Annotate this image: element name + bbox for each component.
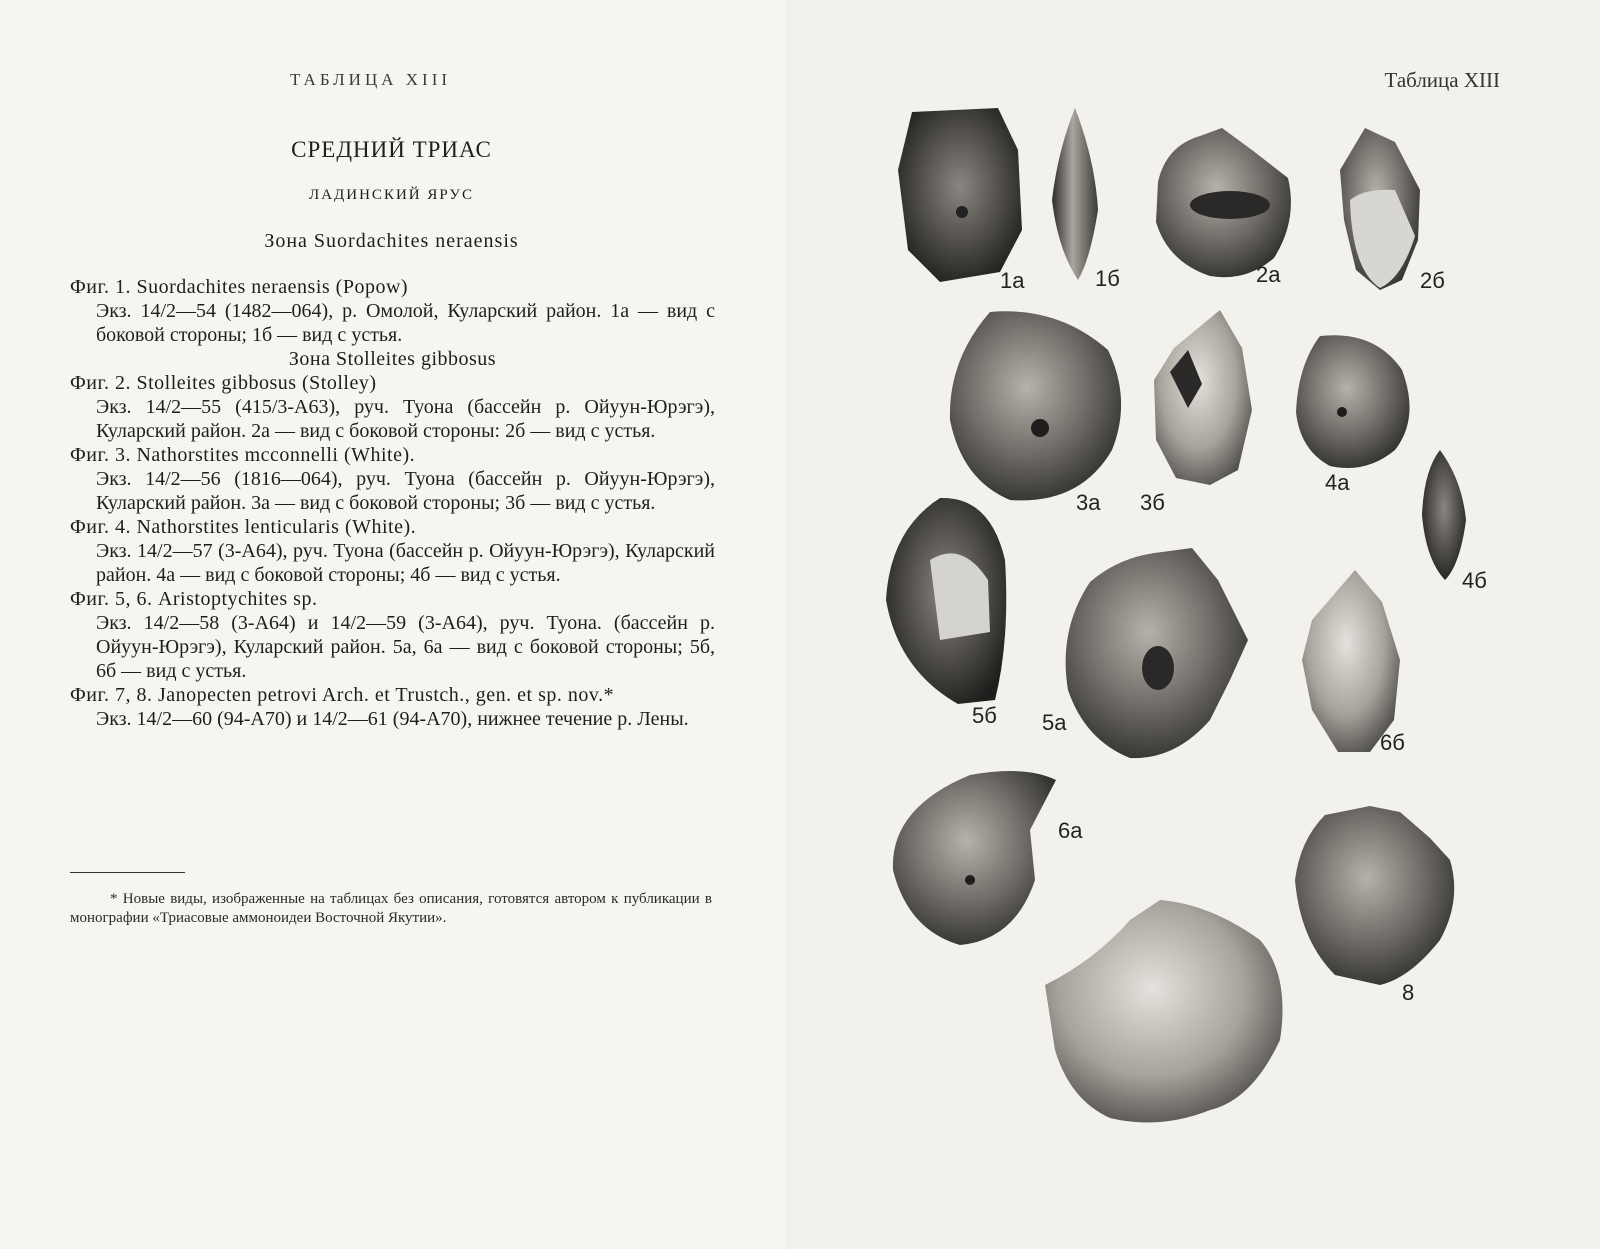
fossil-4a <box>1296 335 1410 468</box>
label-6a: 6а <box>1058 818 1083 843</box>
fossil-plate <box>790 0 1600 1249</box>
label-3b: 3б <box>1140 490 1165 515</box>
period-heading: СРЕДНИЙ ТРИАС <box>291 137 492 162</box>
footnote: * Новые виды, изображенные на таблицах без описания, готовятся автором к публикации в монографии «Триасовые аммоноидеи Восточной Якутии». <box>70 891 712 926</box>
fossil-6a <box>893 771 1056 945</box>
fig2-description: Экз. 14/2—55 (415/3-А63), руч. Туона (бассейн р. Ойуун-Юрэгэ), Куларский район. 2а — вид с боковой стороны: 2б — вид с устья. <box>96 396 715 442</box>
stage-heading: ЛАДИНСКИЙ ЯРУС <box>309 187 474 203</box>
label-1b: 1б <box>1095 266 1120 291</box>
fossil-2a <box>1156 128 1291 277</box>
fossil-1a <box>898 108 1022 282</box>
fossil-3a <box>950 311 1121 500</box>
fig1-description: Экз. 14/2—54 (1482—064), р. Омолой, Куларский район. 1а — вид с боковой стороны; 1б — вид с устья. <box>96 300 715 346</box>
label-4b: 4б <box>1462 568 1487 593</box>
fossil-8 <box>1295 806 1454 985</box>
fossil-5a <box>1066 548 1248 758</box>
fig7-8-title: Фиг. 7, 8. Janopecten petrovi Arch. et Trustch., gen. et sp. nov.* <box>70 684 615 706</box>
fig1-title: Фиг. 1. Suordachites neraensis (Popow) <box>70 276 409 298</box>
fig3-description: Экз. 14/2—56 (1816—064), руч. Туона (бассейн р. Ойуун-Юрэгэ), Куларский район. 3а — вид с боковой стороны; 3б — вид с устья. <box>96 468 715 514</box>
fig3-title: Фиг. 3. Nathorstites mcconnelli (White). <box>70 444 416 466</box>
label-5b: 5б <box>972 703 997 728</box>
fig5-6-description: Экз. 14/2—58 (3-А64) и 14/2—59 (3-А64), руч. Туона. (бассейн р. Ойуун-Юрэгэ), Куларский район. 5а, 6а — вид с боковой стороны; 5б, 6б — вид с устья. <box>96 612 715 682</box>
fossil-6b <box>1302 570 1400 752</box>
fossil-5b <box>886 498 1006 704</box>
label-2a: 2а <box>1256 262 1281 287</box>
fossil-1b <box>1052 108 1098 280</box>
label-6b: 6б <box>1380 730 1405 755</box>
footnote-rule <box>70 872 185 873</box>
fig4-title: Фиг. 4. Nathorstites lenticularis (White). <box>70 516 417 538</box>
label-1a: 1а <box>1000 268 1025 293</box>
fig2-title: Фиг. 2. Stolleites gibbosus (Stolley) <box>70 372 377 394</box>
fig5-6-title: Фиг. 5, 6. Aristoptychites sp. <box>70 588 318 610</box>
label-3a: 3а <box>1076 490 1101 515</box>
running-head-left: ТАБЛИЦА XIII <box>290 70 452 89</box>
label-2b: 2б <box>1420 268 1445 293</box>
label-8: 8 <box>1402 980 1415 1005</box>
fig7-8-description: Экз. 14/2—60 (94-А70) и 14/2—61 (94-А70), нижнее течение р. Лены. <box>96 708 689 730</box>
fossil-3b <box>1154 310 1252 485</box>
fossil-4b <box>1422 450 1466 580</box>
fossil-2b <box>1340 128 1420 290</box>
fossil-7 <box>1045 900 1283 1123</box>
zone-heading-2: Зона Stolleites gibbosus <box>288 348 497 370</box>
label-5a: 5а <box>1042 710 1067 735</box>
right-page <box>790 0 1600 1249</box>
figure-captions <box>70 275 715 731</box>
label-4a: 4а <box>1325 470 1350 495</box>
zone-heading-1: Зона Suordachites neraensis <box>264 230 519 252</box>
fig4-description: Экз. 14/2—57 (3-А64), руч. Туона (бассейн р. Ойуун-Юрэгэ), Куларский район. 4а — вид с боковой стороны; 4б — вид с устья. <box>96 540 715 586</box>
running-head-right: Таблица XIII <box>1384 68 1500 92</box>
left-page <box>0 0 790 1249</box>
